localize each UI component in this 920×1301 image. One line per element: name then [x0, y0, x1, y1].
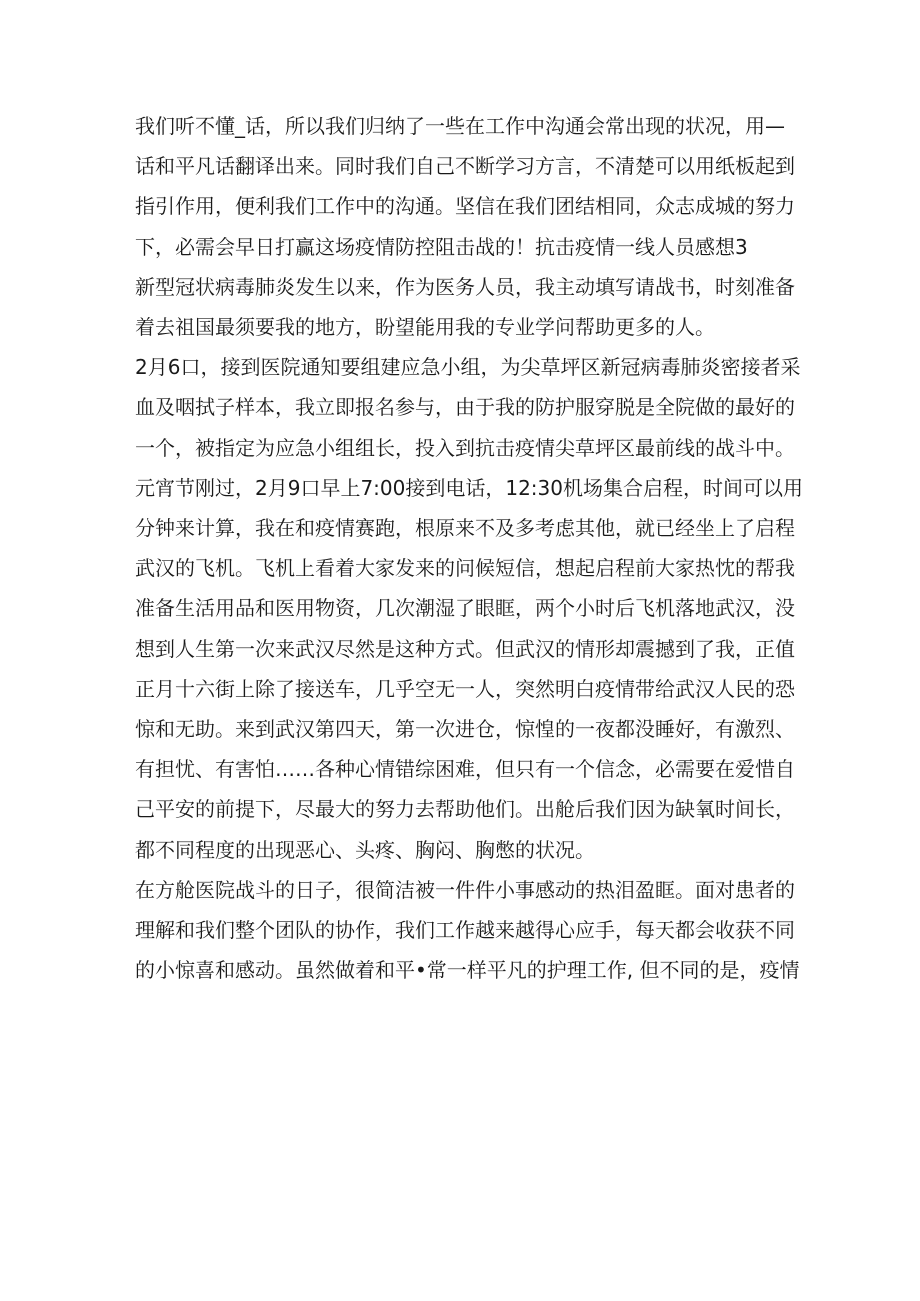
text-line: 一个，被指定为应急小组组长，投入到抗击疫情尖草坪区最前线的战斗中。 — [135, 435, 795, 460]
text-line: 2月6口，接到医院通知要组建应急小组，为尖草坪区新冠病毒肺炎密接者采 — [135, 355, 801, 380]
text-line: 惊和无助。来到武汉第四天，第一次进仓，惊惶的一夜都没睡好，有激烈、 — [135, 717, 795, 742]
paragraph-4 — [135, 870, 800, 991]
text-line: 指引作用，便利我们工作中的沟通。坚信在我们团结相同，众志成城的努力 — [135, 194, 795, 219]
text-line: 己平安的前提下，尽最大的努力去帮助他们。出舱后我们因为缺氧时间长， — [135, 797, 795, 822]
text-line: 的小惊喜和感动。虽然做着和平•常一样平凡的护理工作, 但不同的是，疫情 — [135, 958, 800, 983]
text-line: 着去祖国最须要我的地方，盼望能用我的专业学问帮助更多的人。 — [135, 315, 715, 340]
text-line: 想到人生第一次来武汉尽然是这种方式。但武汉的情形却震撼到了我，正值 — [135, 636, 795, 661]
text-line: 在方舱医院战斗的日子，很简洁被一件件小事感动的热泪盈眶。面对患者的 — [135, 877, 795, 902]
text-line: 新型冠状病毒肺炎发生以来，作为医务人员，我主动填写请战书，时刻准备 — [135, 274, 795, 299]
text-line: 元宵节刚过，2月9口早上7:00接到电话，12:30机场集合启程，时间可以用 — [135, 475, 803, 500]
text-line: 理解和我们整个团队的协作，我们工作越来越得心应手，每天都会收获不同 — [135, 918, 795, 943]
text-line: 武汉的飞机。飞机上看着大家发来的问候短信，想起启程前大家热忱的帮我 — [135, 556, 795, 581]
text-line: 我们听不懂_话，所以我们归纳了一些在工作中沟通会常出现的状况，用— — [135, 114, 785, 138]
body-text — [135, 106, 803, 990]
text-line: 都不同程度的出现恶心、头疼、胸闷、胸憋的状况。 — [135, 837, 595, 862]
text-line: 下，必需会早日打赢这场疫情防控阻击战的！抗击疫情一线人员感想3 — [135, 234, 748, 259]
text-line: 血及咽拭子样本，我立即报名参与，由于我的防护服穿脱是全院做的最好的 — [135, 395, 795, 420]
text-line: 正月十六街上除了接送车，几乎空无一人，突然明白疫情带给武汉人民的恐 — [135, 676, 795, 701]
paragraph-3 — [135, 347, 803, 870]
text-line: 有担忧、有害怕……各种心情错综困难，但只有一个信念，必需要在爱惜自 — [135, 757, 795, 782]
text-line: 分钟来计算，我在和疫情赛跑，根原来不及多考虑其他，就已经坐上了启程 — [135, 516, 795, 541]
paragraph-2 — [135, 267, 795, 347]
text-line: 话和平凡话翻译出来。同时我们自己不断学习方言，不清楚可以用纸板起到 — [135, 154, 795, 179]
paragraph-1 — [135, 106, 795, 267]
text-line: 准备生活用品和医用物资，几次潮湿了眼眶，两个小时后飞机落地武汉，没 — [135, 596, 795, 621]
